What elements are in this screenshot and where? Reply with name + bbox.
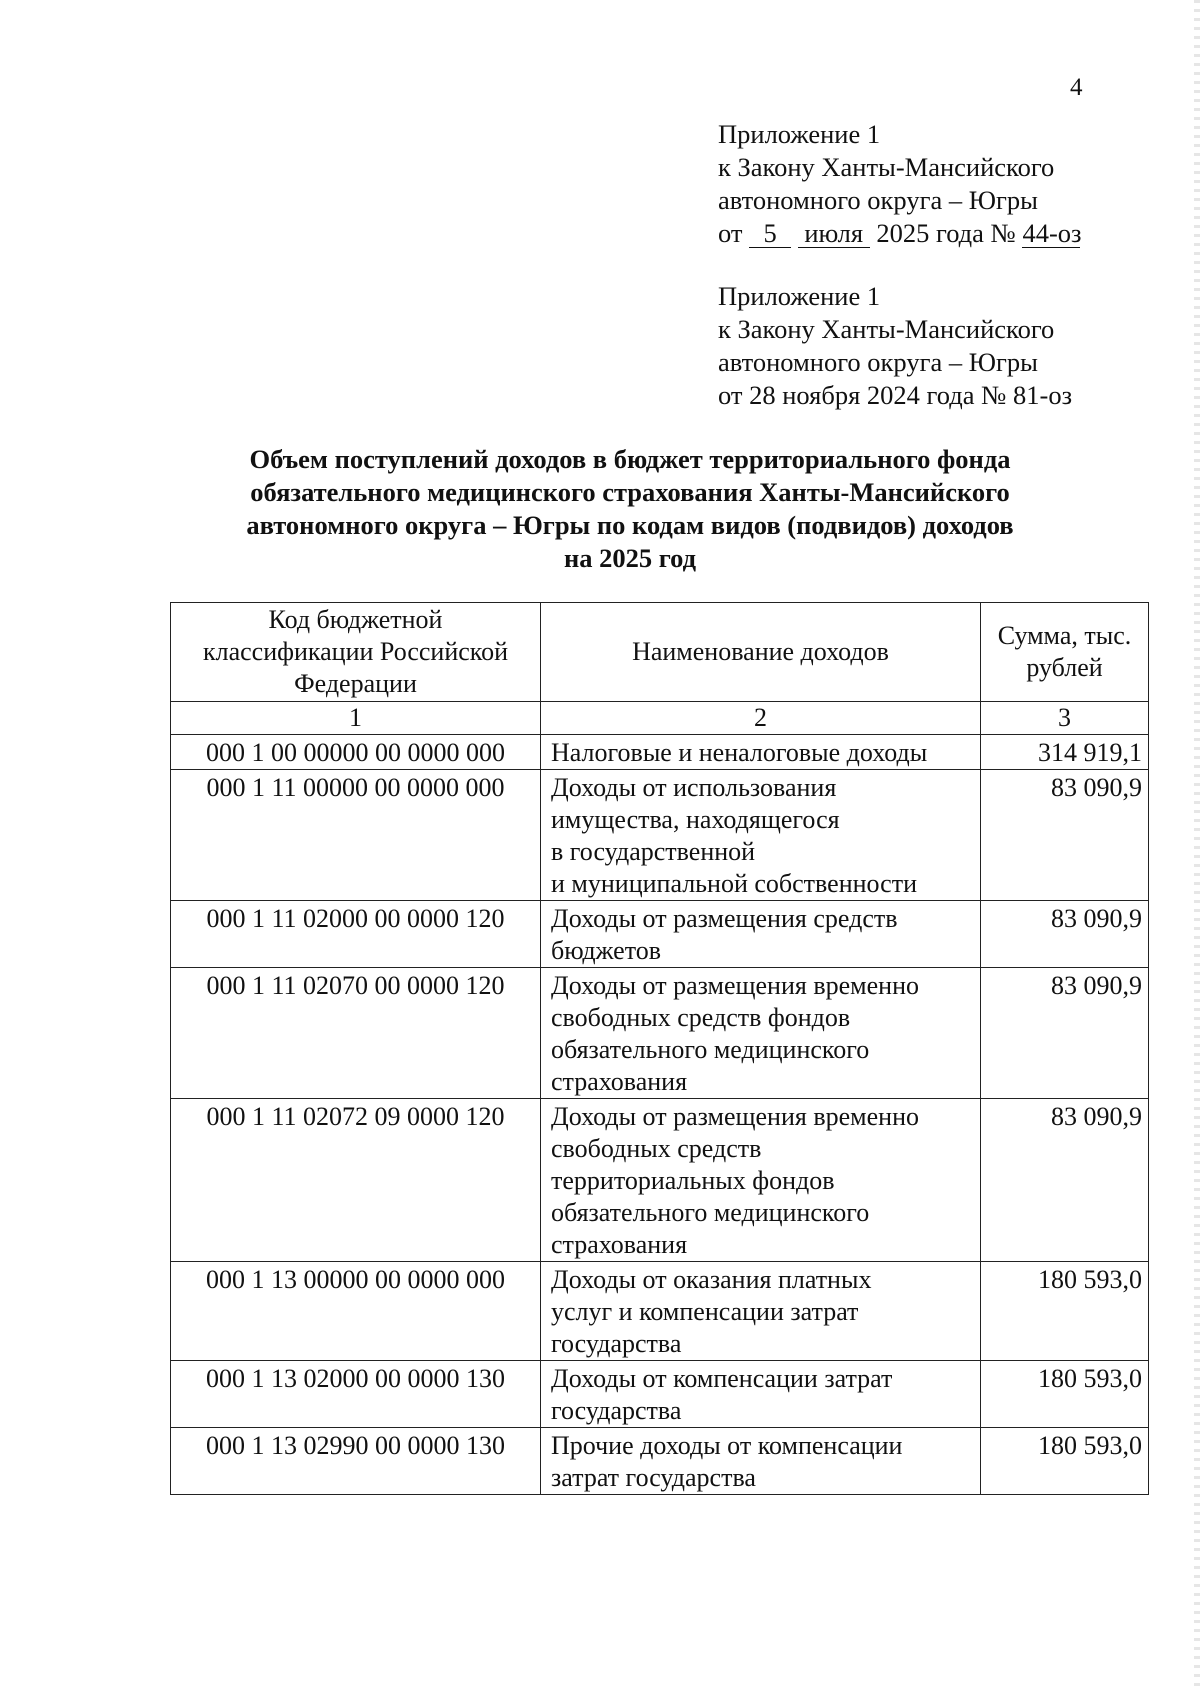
column-number-row	[171, 702, 1149, 735]
income-name-line: территориальных фондов	[551, 1166, 835, 1195]
header-code-line: классификации Российской	[202, 637, 509, 666]
income-name-cell	[541, 770, 981, 901]
income-name-line: Доходы от размещения средств	[551, 904, 898, 933]
table-row	[171, 1428, 1149, 1495]
budget-code-cell: 000 1 13 02000 00 0000 130	[171, 1361, 541, 1428]
amount-cell: 180 593,0	[981, 1361, 1149, 1428]
budget-code-cell: 000 1 11 02000 00 0000 120	[171, 901, 541, 968]
table-header-row	[171, 603, 1149, 702]
budget-code-cell: 000 1 11 00000 00 0000 000	[171, 770, 541, 901]
annex-current-month: июля	[798, 219, 870, 248]
page-number: 4	[1070, 74, 1083, 101]
annex-previous-line-3: автономного округа – Югры	[718, 347, 1038, 377]
annex-current-date-prefix: от	[718, 218, 743, 248]
column-number-3: 3	[981, 702, 1149, 735]
income-name-line: свободных средств фондов	[551, 1003, 851, 1032]
header-sum	[981, 603, 1149, 702]
annex-current-day: 5	[749, 219, 791, 248]
annex-current-line-3: автономного округа – Югры	[718, 185, 1038, 215]
header-name	[541, 603, 981, 702]
income-name-line: Доходы от размещения временно	[551, 1102, 919, 1131]
income-name-line: обязательного медицинского	[551, 1035, 870, 1064]
income-name-cell	[541, 968, 981, 1099]
income-name-line: обязательного медицинского	[551, 1198, 870, 1227]
table-row	[171, 901, 1149, 968]
income-name-line: Доходы от оказания платных	[551, 1265, 872, 1294]
income-name-line: услуг и компенсации затрат	[551, 1297, 859, 1326]
amount-cell: 314 919,1	[981, 735, 1149, 770]
budget-code-cell: 000 1 13 02990 00 0000 130	[171, 1428, 541, 1495]
amount-cell: 180 593,0	[981, 1262, 1149, 1361]
document-title-line-1: Объем поступлений доходов в бюджет территориального фонда	[249, 444, 1011, 474]
annex-current-line-2: к Закону Ханты-Мансийского	[718, 152, 1055, 182]
budget-code-cell: 000 1 11 02070 00 0000 120	[171, 968, 541, 1099]
annex-previous-line-1: Приложение 1	[718, 281, 881, 311]
annex-previous-line-2: к Закону Ханты-Мансийского	[718, 314, 1055, 344]
amount-cell: 83 090,9	[981, 770, 1149, 901]
column-number-1: 1	[171, 702, 541, 735]
column-number-2: 2	[541, 702, 981, 735]
table-row	[171, 1262, 1149, 1361]
header-code	[171, 603, 541, 702]
income-name-cell	[541, 1262, 981, 1361]
document-title-line-3: автономного округа – Югры по кодам видов (подвидов) доходов	[246, 510, 1014, 540]
header-code-line: Код бюджетной	[268, 605, 443, 634]
income-name-line: свободных средств	[551, 1134, 762, 1163]
income-name-line: Налоговые и неналоговые доходы	[551, 738, 928, 767]
income-name-line: Доходы от использования	[551, 773, 837, 802]
income-name-line: имущества, находящегося	[551, 805, 840, 834]
header-code-line: Федерации	[294, 669, 417, 698]
income-name-line: бюджетов	[551, 936, 662, 965]
income-name-cell	[541, 735, 981, 770]
income-name-line: в государственной	[551, 837, 756, 866]
header-sum-line: рублей	[1026, 653, 1103, 682]
table-row	[171, 1361, 1149, 1428]
income-name-line: и муниципальной собственности	[551, 869, 917, 898]
income-name-line: государства	[551, 1329, 682, 1358]
annex-current-number: 44-оз	[1022, 218, 1082, 248]
table-row	[171, 735, 1149, 770]
income-name-line: Доходы от размещения временно	[551, 971, 919, 1000]
income-name-cell	[541, 1099, 981, 1262]
income-name-line: страхования	[551, 1067, 688, 1096]
income-name-line: Прочие доходы от компенсации	[551, 1431, 903, 1460]
table-row	[171, 770, 1149, 901]
header-name-line: Наименование доходов	[632, 637, 889, 666]
income-name-line: государства	[551, 1396, 682, 1425]
annex-current-law	[718, 118, 1080, 250]
header-sum-line: Сумма, тыс.	[997, 621, 1132, 650]
income-name-line: Доходы от компенсации затрат	[551, 1364, 893, 1393]
income-name-line: затрат государства	[551, 1463, 756, 1492]
budget-code-cell: 000 1 00 00000 00 0000 000	[171, 735, 541, 770]
income-name-line: страхования	[551, 1230, 688, 1259]
budget-code-cell: 000 1 13 00000 00 0000 000	[171, 1262, 541, 1361]
table-row	[171, 1099, 1149, 1262]
amount-cell: 83 090,9	[981, 901, 1149, 968]
annex-current-date-line	[718, 217, 1080, 250]
income-table	[170, 602, 1149, 1495]
income-name-cell	[541, 1428, 981, 1495]
amount-cell: 83 090,9	[981, 1099, 1149, 1262]
amount-cell: 83 090,9	[981, 968, 1149, 1099]
amount-cell: 180 593,0	[981, 1428, 1149, 1495]
annex-current-year: 2025 года №	[876, 218, 1016, 248]
budget-code-cell: 000 1 11 02072 09 0000 120	[171, 1099, 541, 1262]
scan-edge	[1194, 0, 1200, 1686]
document-title	[190, 443, 1070, 575]
document-title-line-2: обязательного медицинского страхования Ханты-Мансийского	[250, 477, 1010, 507]
annex-previous-line-4: от 28 ноября 2024 года № 81-оз	[718, 380, 1073, 410]
income-name-cell	[541, 901, 981, 968]
annex-previous-law	[718, 280, 1072, 412]
income-name-cell	[541, 1361, 981, 1428]
annex-current-line-1: Приложение 1	[718, 119, 881, 149]
document-title-line-4: на 2025 год	[563, 543, 697, 573]
table-row	[171, 968, 1149, 1099]
